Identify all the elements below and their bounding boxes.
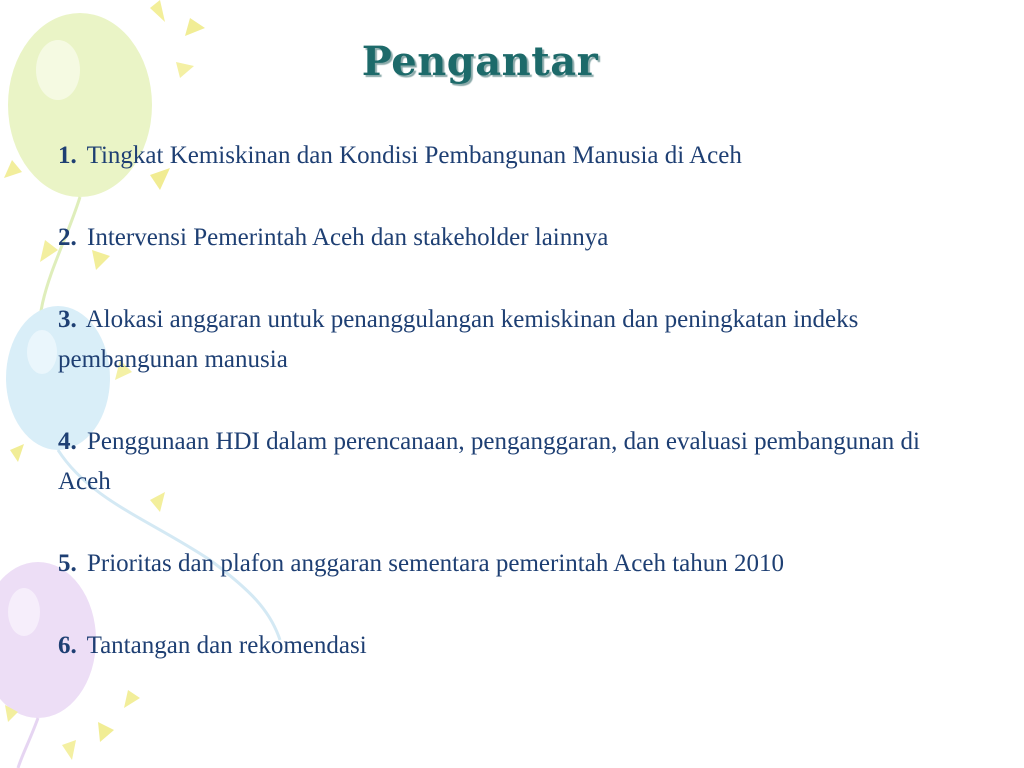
purple-balloon-string — [18, 718, 38, 768]
agenda-item-number: 2. — [58, 224, 77, 251]
agenda-item-number: 5. — [58, 550, 77, 577]
slide-title: Pengantar — [361, 38, 599, 85]
agenda-item-text: Tantangan dan rekomendasi — [86, 632, 367, 659]
agenda-item-text: Tingkat Kemiskinan dan Kondisi Pembangunan Manusia di Aceh — [86, 142, 742, 169]
agenda-item-number: 6. — [58, 632, 77, 659]
confetti-shape — [150, 0, 165, 22]
blue-balloon-highlight — [27, 330, 57, 374]
agenda-item-text: Alokasi anggaran untuk penanggulangan kemiskinan dan peningkatan indeks pembangunan manusia — [58, 306, 859, 373]
confetti-shape — [185, 18, 205, 36]
agenda-item-number: 3. — [58, 306, 77, 333]
agenda-item — [58, 626, 958, 666]
agenda-list — [58, 136, 958, 708]
agenda-item-text: Intervensi Pemerintah Aceh dan stakeholder lainnya — [87, 224, 609, 251]
agenda-item — [58, 136, 958, 176]
confetti-shape — [98, 722, 114, 742]
agenda-item — [58, 218, 958, 258]
agenda-item — [58, 544, 958, 584]
agenda-item-number: 1. — [58, 142, 77, 169]
purple-balloon-highlight — [8, 588, 40, 636]
agenda-item-number: 4. — [58, 428, 77, 455]
agenda-item — [58, 422, 958, 502]
confetti-shape — [10, 444, 24, 462]
agenda-item — [58, 300, 958, 380]
agenda-item-text: Penggunaan HDI dalam perencanaan, penganggaran, dan evaluasi pembangunan di Aceh — [58, 428, 921, 495]
confetti-shape — [4, 160, 22, 178]
agenda-item-text: Prioritas dan plafon anggaran sementara pemerintah Aceh tahun 2010 — [87, 550, 784, 577]
confetti-shape — [62, 740, 76, 760]
